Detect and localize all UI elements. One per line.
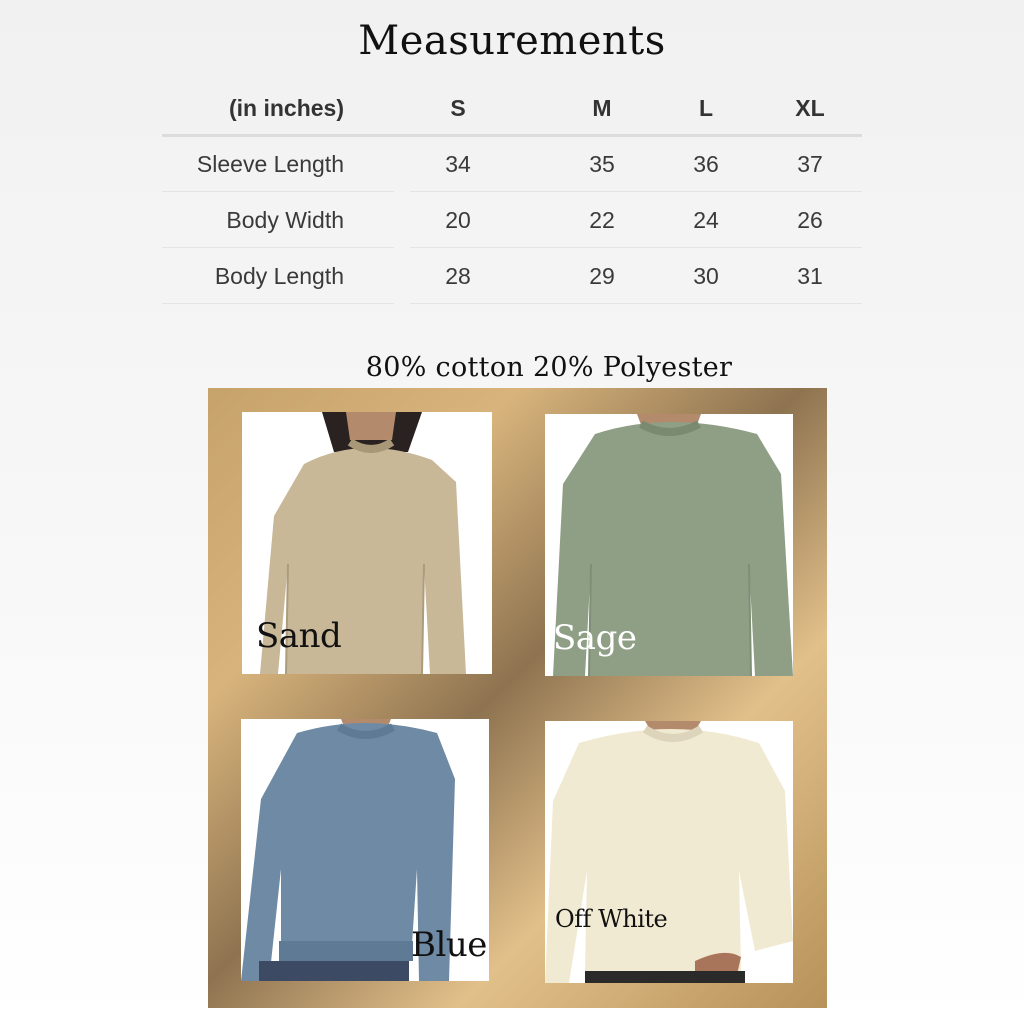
size-header-xl: XL [795, 95, 825, 121]
size-header-l: L [698, 95, 714, 121]
sweatshirt-photo [545, 721, 793, 983]
table-cell: 20 [445, 207, 471, 233]
color-label: Blue [411, 925, 487, 965]
unit-label: (in inches) [228, 95, 344, 121]
color-label: Off White [555, 905, 668, 933]
row-label: Body Length [214, 263, 344, 289]
table-cell: 24 [693, 207, 719, 233]
table-cell: 35 [589, 151, 615, 177]
table-cell: 31 [797, 263, 823, 289]
table-cell: 22 [589, 207, 615, 233]
measurements-table [162, 80, 862, 304]
table-cell: 36 [693, 151, 719, 177]
table-cell: 29 [589, 263, 615, 289]
size-header-m: M [592, 95, 612, 121]
table-cell: 30 [693, 263, 719, 289]
color-card-off-white [545, 721, 793, 983]
color-label: Sand [256, 616, 342, 656]
table-header-row [162, 80, 862, 136]
table-row [162, 248, 862, 304]
row-divider [162, 303, 394, 304]
table-cell: 28 [445, 263, 471, 289]
color-card-sand [242, 412, 492, 674]
table-row [162, 192, 862, 248]
size-header-s: S [450, 95, 466, 121]
row-divider [410, 303, 862, 304]
color-card-blue [241, 719, 489, 981]
row-label: Body Width [226, 207, 344, 233]
fabric-composition: 80% cotton 20% Polyester [365, 352, 733, 383]
color-card-sage [545, 414, 793, 676]
table-cell: 34 [445, 151, 471, 177]
color-label: Sage [553, 618, 637, 658]
row-label: Sleeve Length [196, 151, 344, 177]
page-title: Measurements [358, 18, 666, 64]
table-row [162, 136, 862, 192]
table-cell: 37 [797, 151, 823, 177]
color-options-panel [208, 388, 827, 1008]
table-cell: 26 [797, 207, 823, 233]
